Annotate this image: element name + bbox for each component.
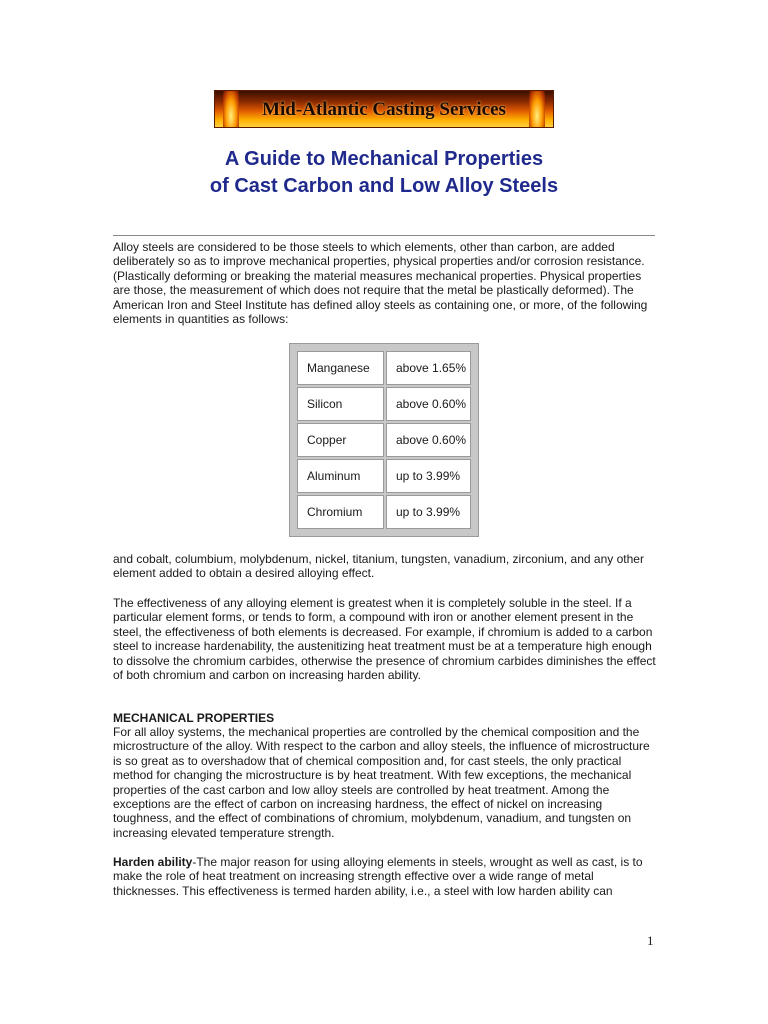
element-cell: Chromium	[297, 495, 384, 529]
after-table-paragraph: and cobalt, columbium, molybdenum, nickel, titanium, tungsten, vanadium, zirconium, and any other element added to obtain a desired alloying effect.	[113, 552, 644, 581]
amount-cell: up to 3.99%	[386, 459, 471, 493]
title-line-2: of Cast Carbon and Low Alloy Steels	[209, 175, 559, 197]
amount-cell: above 1.65%	[386, 351, 471, 385]
amount-cell: up to 3.99%	[386, 495, 471, 529]
element-cell: Silicon	[297, 387, 384, 421]
effectiveness-paragraph: The effectiveness of any alloying element is greatest when it is completely soluble in the steel. If a particular element forms, or tends to form, a compound with iron or another element present in the steel, the effectiveness of both elements is decreased. For example, if chromium is added to a carbon steel to increase hardenability, the austenitizing heat treatment must be at a temperature high enough to dissolve the chromium carbides, otherwise the presence of chromium carbides diminishes the effect of both chromium and carbon on increasing harden ability.	[113, 596, 656, 683]
table-row	[297, 495, 471, 529]
amount-cell: above 0.60%	[386, 423, 471, 457]
table-row	[297, 423, 471, 457]
table-row	[297, 459, 471, 493]
hardenability-paragraph	[113, 855, 658, 898]
mechanical-properties-paragraph: For all alloy systems, the mechanical properties are controlled by the chemical composition and the microstructure of the alloy. With respect to the carbon and alloy steels, the influence of microstructure is so great as to overshadow that of chemical composition and, for cast steels, the only practical method for changing the microstructure is by heat treatment. With few exceptions, the mechanical properties of the cast carbon and low alloy steels are controlled by heat treatment. Among the exceptions are the effect of carbon on increasing hardness, the effect of nickel on increasing toughness, and the effect of combinations of chromium, molybdenum, vanadium, and tungsten on increasing elevated temperature strength.	[113, 725, 650, 840]
element-cell: Copper	[297, 423, 384, 457]
amount-cell: above 0.60%	[386, 387, 471, 421]
hardenability-text: -The major reason for using alloying elements in steels, wrought as well as cast, is to make the role of heat treatment on increasing strength effective over a wide range of metal thicknesses. This effectiveness is termed harden ability, i.e., a steel with low harden ability can	[113, 855, 643, 898]
company-name: Mid-Atlantic Casting Services	[262, 99, 506, 120]
document-title	[100, 146, 668, 200]
element-cell: Aluminum	[297, 459, 384, 493]
company-banner	[214, 90, 554, 128]
alloy-elements-table	[295, 349, 473, 531]
element-cell: Manganese	[297, 351, 384, 385]
table-row	[297, 351, 471, 385]
title-line-1: A Guide to Mechanical Properties	[224, 148, 544, 170]
horizontal-divider	[113, 235, 655, 236]
table-row	[297, 387, 471, 421]
alloy-elements-table-frame	[289, 343, 479, 537]
mechanical-properties-heading: MECHANICAL PROPERTIES	[113, 711, 275, 725]
hardenability-term: Harden ability	[113, 855, 193, 869]
page-number: 1	[647, 933, 654, 948]
intro-paragraph: Alloy steels are considered to be those steels to which elements, other than carbon, are added deliberately so as to improve mechanical properties, physical properties and/or corrosion resistance. (Plastically deforming or breaking the material measures mechanical properties. Physical properties are those, the measurement of which does not require that the metal be plastically deformed). The American Iron and Steel Institute has defined alloy steels as containing one, or more, of the following elements in quantities as follows:	[113, 240, 648, 327]
